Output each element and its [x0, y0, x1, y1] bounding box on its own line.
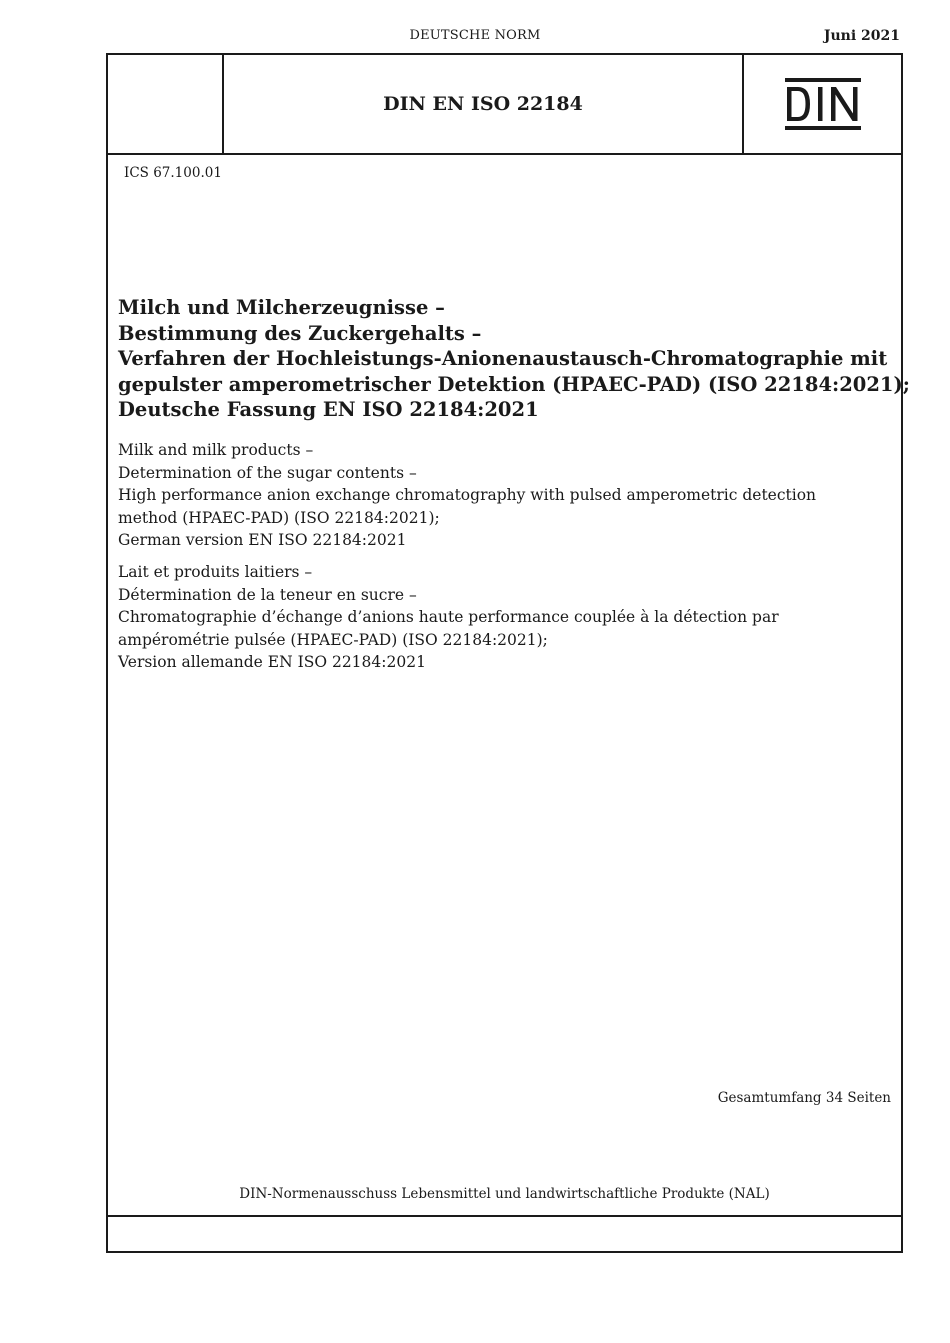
header-left-cell	[108, 55, 224, 153]
norm-type-label: DEUTSCHE NORM	[409, 28, 541, 43]
english-title	[118, 439, 888, 552]
header-middle-cell	[224, 55, 744, 153]
document-number: DIN EN ISO 22184	[383, 93, 583, 115]
english-title-line: method (HPAEC-PAD) (ISO 22184:2021);	[118, 508, 440, 527]
din-logo	[785, 78, 861, 130]
french-title-line: Détermination de la teneur en sucre –	[118, 585, 417, 604]
german-title-line: Verfahren der Hochleistungs-Anionenaustausch-Chromatographie mit	[118, 347, 888, 370]
english-title-line: Milk and milk products –	[118, 441, 314, 459]
french-title	[118, 561, 888, 674]
french-title-line: Version allemande EN ISO 22184:2021	[118, 653, 426, 671]
german-title-line: gepulster amperometrischer Detektion (HPAEC-PAD) (ISO 22184:2021);	[118, 372, 910, 396]
english-title-line: German version EN ISO 22184:2021	[118, 531, 407, 549]
ics-code: ICS 67.100.01	[124, 165, 222, 181]
footer-divider	[108, 1215, 901, 1217]
publication-date: Juni 2021	[823, 28, 900, 44]
header-right-cell	[744, 55, 901, 153]
german-title-line: Deutsche Fassung EN ISO 22184:2021	[118, 398, 539, 421]
total-pages: Gesamtumfang 34 Seiten	[717, 1090, 891, 1106]
french-title-line: Chromatographie d’échange d’anions haute performance couplée à la détection par	[118, 608, 779, 626]
document-frame	[106, 53, 910, 1253]
german-title	[118, 295, 910, 423]
english-title-line: High performance anion exchange chromatography with pulsed amperometric detection	[118, 486, 817, 504]
german-title-line: Bestimmung des Zuckergehalts –	[118, 321, 482, 345]
english-title-line: Determination of the sugar contents –	[118, 463, 417, 482]
french-title-line: ampérométrie pulsée (HPAEC-PAD) (ISO 22184:2021);	[118, 630, 548, 649]
committee-name: DIN-Normenausschuss Lebensmittel und landwirtschaftliche Produkte (NAL)	[239, 1186, 770, 1202]
french-title-line: Lait et produits laitiers –	[118, 563, 313, 581]
german-title-line: Milch und Milcherzeugnisse –	[118, 296, 445, 319]
header-row	[108, 55, 901, 155]
